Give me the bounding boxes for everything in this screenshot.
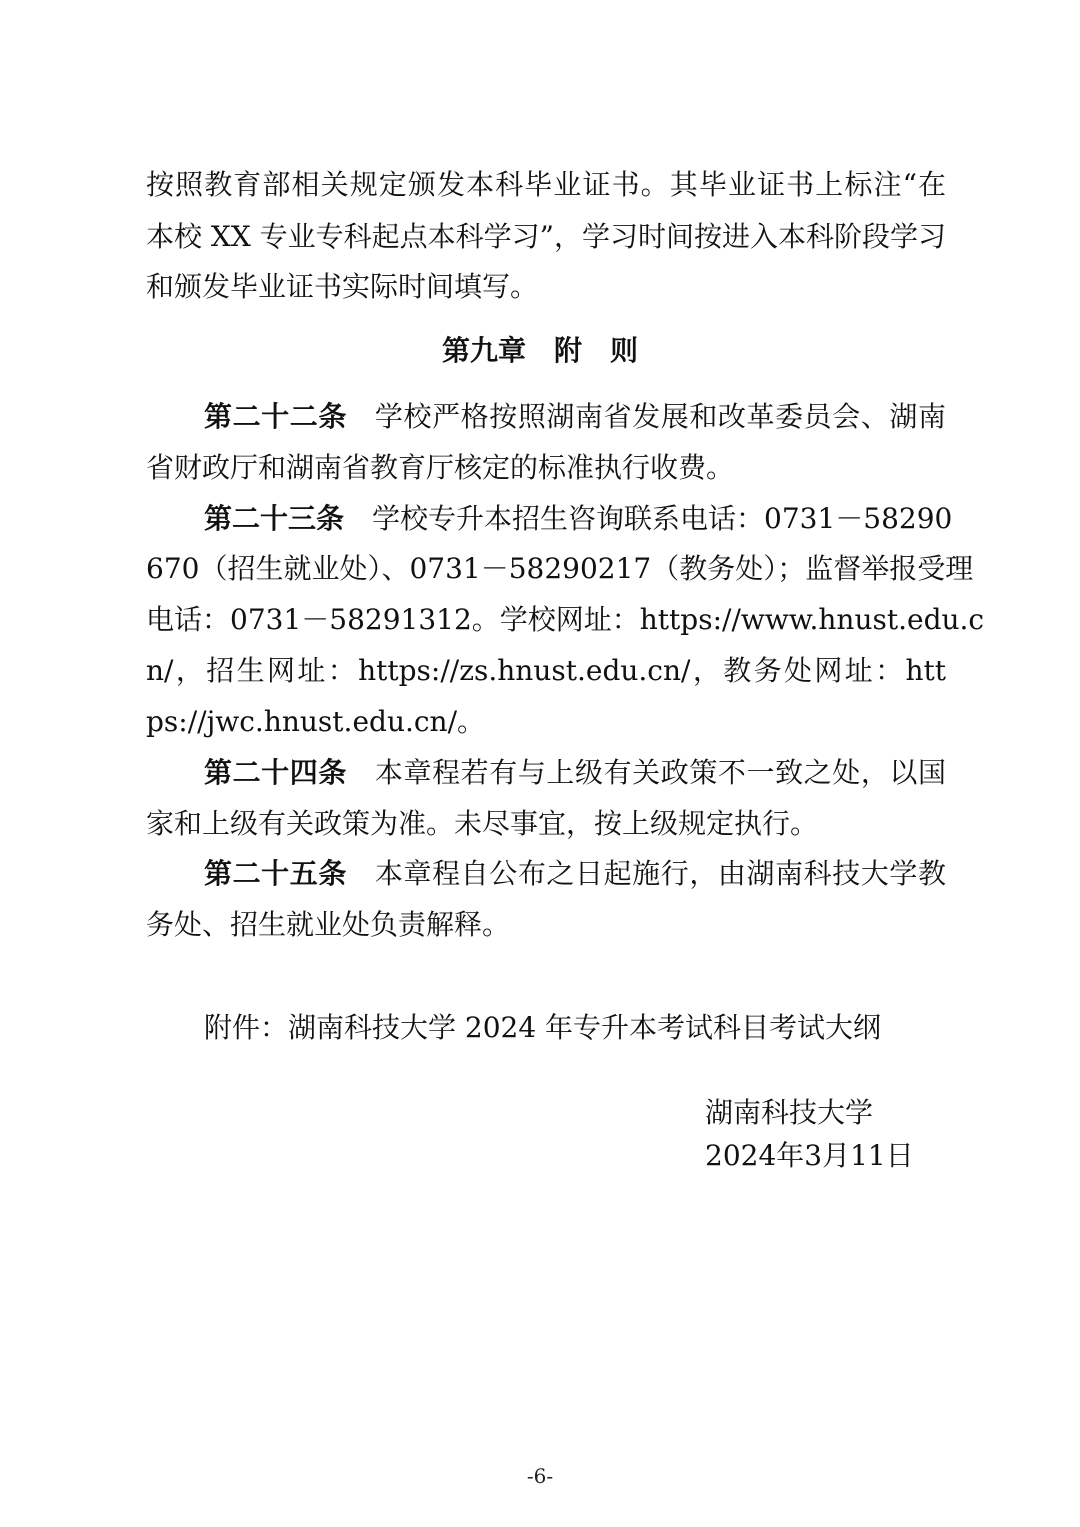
article-24-line-2: 家和上级有关政策为准。未尽事宜，按上级规定执行。 (146, 807, 819, 840)
article-24-text: 本章程若有与上级有关政策不一致之处，以国 (374, 756, 946, 789)
article-23-line-2: 670（招生就业处）、0731－58290217（教务处）；监督举报受理 (146, 552, 974, 585)
article-25-label: 第二十五条 (204, 857, 347, 890)
signature-date: 2024年3月11日 (705, 1139, 914, 1172)
article-22-label: 第二十二条 (204, 400, 347, 433)
article-23-first-line (204, 500, 953, 538)
article-25-line-2: 务处、招生就业处负责解释。 (146, 908, 511, 941)
article-23-label: 第二十三条 (204, 502, 345, 535)
article-24-label: 第二十四条 (204, 756, 347, 789)
attachment-note: 附件：湖南科技大学 2024 年专升本考试科目考试大纲 (204, 1011, 882, 1044)
article-24-first-line (204, 754, 946, 792)
intro-line-1: 按照教育部相关规定颁发本科毕业证书。其毕业证书上标注“在 (146, 168, 946, 201)
intro-line-3: 和颁发毕业证书实际时间填写。 (146, 270, 539, 303)
article-22-first-line (204, 398, 946, 436)
article-25-first-line (204, 855, 946, 893)
article-22-text: 学校严格按照湖南省发展和改革委员会、湖南 (374, 400, 946, 433)
article-25-text: 本章程自公布之日起施行，由湖南科技大学教 (374, 857, 946, 890)
chapter-heading: 第九章 附 则 (441, 334, 638, 367)
article-23-text: 学校专升本招生咨询联系电话：0731－58290 (372, 502, 953, 535)
article-22-line-2: 省财政厅和湖南省教育厅核定的标准执行收费。 (146, 451, 735, 484)
signature-org: 湖南科技大学 (705, 1096, 874, 1129)
article-23-line-4: n/，招生网址：https://zs.hnust.edu.cn/，教务处网址：htt (146, 654, 946, 687)
article-23-line-3: 电话：0731－58291312。学校网址：https://www.hnust.edu.c (146, 603, 985, 636)
page-number: -6- (526, 1464, 554, 1488)
intro-line-2: 本校 XX 专业专科起点本科学习”，学习时间按进入本科阶段学习 (146, 220, 946, 253)
article-23-line-5: ps://jwc.hnust.edu.cn/。 (146, 705, 486, 738)
